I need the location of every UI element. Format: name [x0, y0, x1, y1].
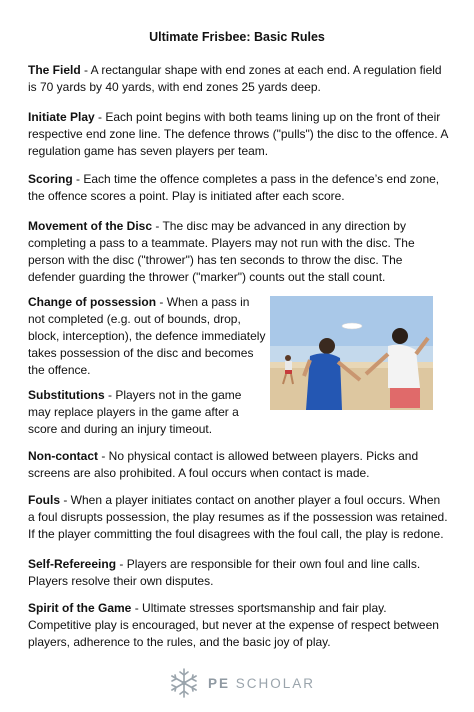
- rule-heading: Substitutions: [28, 388, 105, 402]
- rule-text: - When a pass in not completed (e.g. out of bounds, drop, block, interception), the defence immediately takes possession of the disc and becomes the offence.: [28, 295, 266, 377]
- rule-spirit-of-game: [28, 600, 448, 651]
- logo-word-scholar: SCHOLAR: [235, 675, 316, 691]
- rule-text: - Each point begins with both teams lining up on the front of their respective end zone line. The defence throws ("pulls") the disc to the offence. A regulation game has seven players per team.: [28, 110, 448, 158]
- beach-frisbee-photo: [270, 296, 433, 410]
- rule-heading: Change of possession: [28, 295, 157, 309]
- rule-text: - The disc may be advanced in any direction by completing a pass to a teammate. Players may not run with the disc. The person with the disc ("thrower") has ten seconds to throw the disc. The defender guarding the thrower ("marker") counts out the stall count.: [28, 219, 415, 284]
- rule-text: - No physical contact is allowed between players. Picks and screens are also prohibited. A foul occurs when contact is made.: [28, 449, 419, 480]
- rule-movement-of-disc: [28, 218, 448, 286]
- rule-heading: Spirit of the Game: [28, 601, 132, 615]
- rule-text: - Players are responsible for their own foul and line calls. Players resolve their own disputes.: [28, 557, 421, 588]
- rule-text: - Ultimate stresses sportsmanship and fair play. Competitive play is encouraged, but never at the expense of respect between players, adherence to the rules, and the basic joy of play.: [28, 601, 439, 649]
- logo-wordmark: [208, 676, 315, 691]
- rule-heading: Scoring: [28, 172, 73, 186]
- rule-change-of-possession: [28, 294, 266, 379]
- rule-self-refereeing: [28, 556, 448, 590]
- rule-heading: Movement of the Disc: [28, 219, 153, 233]
- pe-scholar-logo: [168, 666, 315, 700]
- rule-heading: Fouls: [28, 493, 60, 507]
- rule-text: - When a player initiates contact on another player a foul occurs. When a foul disrupts possession, the play resumes as if the possession was retained. If the player committing the foul disagrees with the foul call, the play is redone.: [28, 493, 448, 541]
- rule-heading: Non-contact: [28, 449, 98, 463]
- rule-heading: Self-Refereeing: [28, 557, 117, 571]
- logo-word-pe: PE: [208, 675, 231, 691]
- rule-heading: The Field: [28, 63, 81, 77]
- rule-text: - A rectangular shape with end zones at each end. A regulation field is 70 yards by 40 yards, with end zones 25 yards deep.: [28, 63, 442, 94]
- rule-text: - Each time the offence completes a pass in the defence’s end zone, the offence scores a point. Play is initiated after each score.: [28, 172, 440, 203]
- rule-text: - Players not in the game may replace players in the game after a score and during an injury timeout.: [28, 388, 242, 436]
- rule-non-contact: [28, 448, 448, 482]
- rule-initiate-play: [28, 109, 448, 160]
- rule-field: [28, 62, 448, 96]
- rule-fouls: [28, 492, 448, 543]
- rule-scoring: [28, 171, 448, 205]
- rule-heading: Initiate Play: [28, 110, 95, 124]
- frisbee-disc: [342, 323, 362, 329]
- rule-substitutions: [28, 387, 266, 438]
- page-title: Ultimate Frisbee: Basic Rules: [149, 30, 325, 44]
- snowflake-logo-icon: [168, 667, 200, 699]
